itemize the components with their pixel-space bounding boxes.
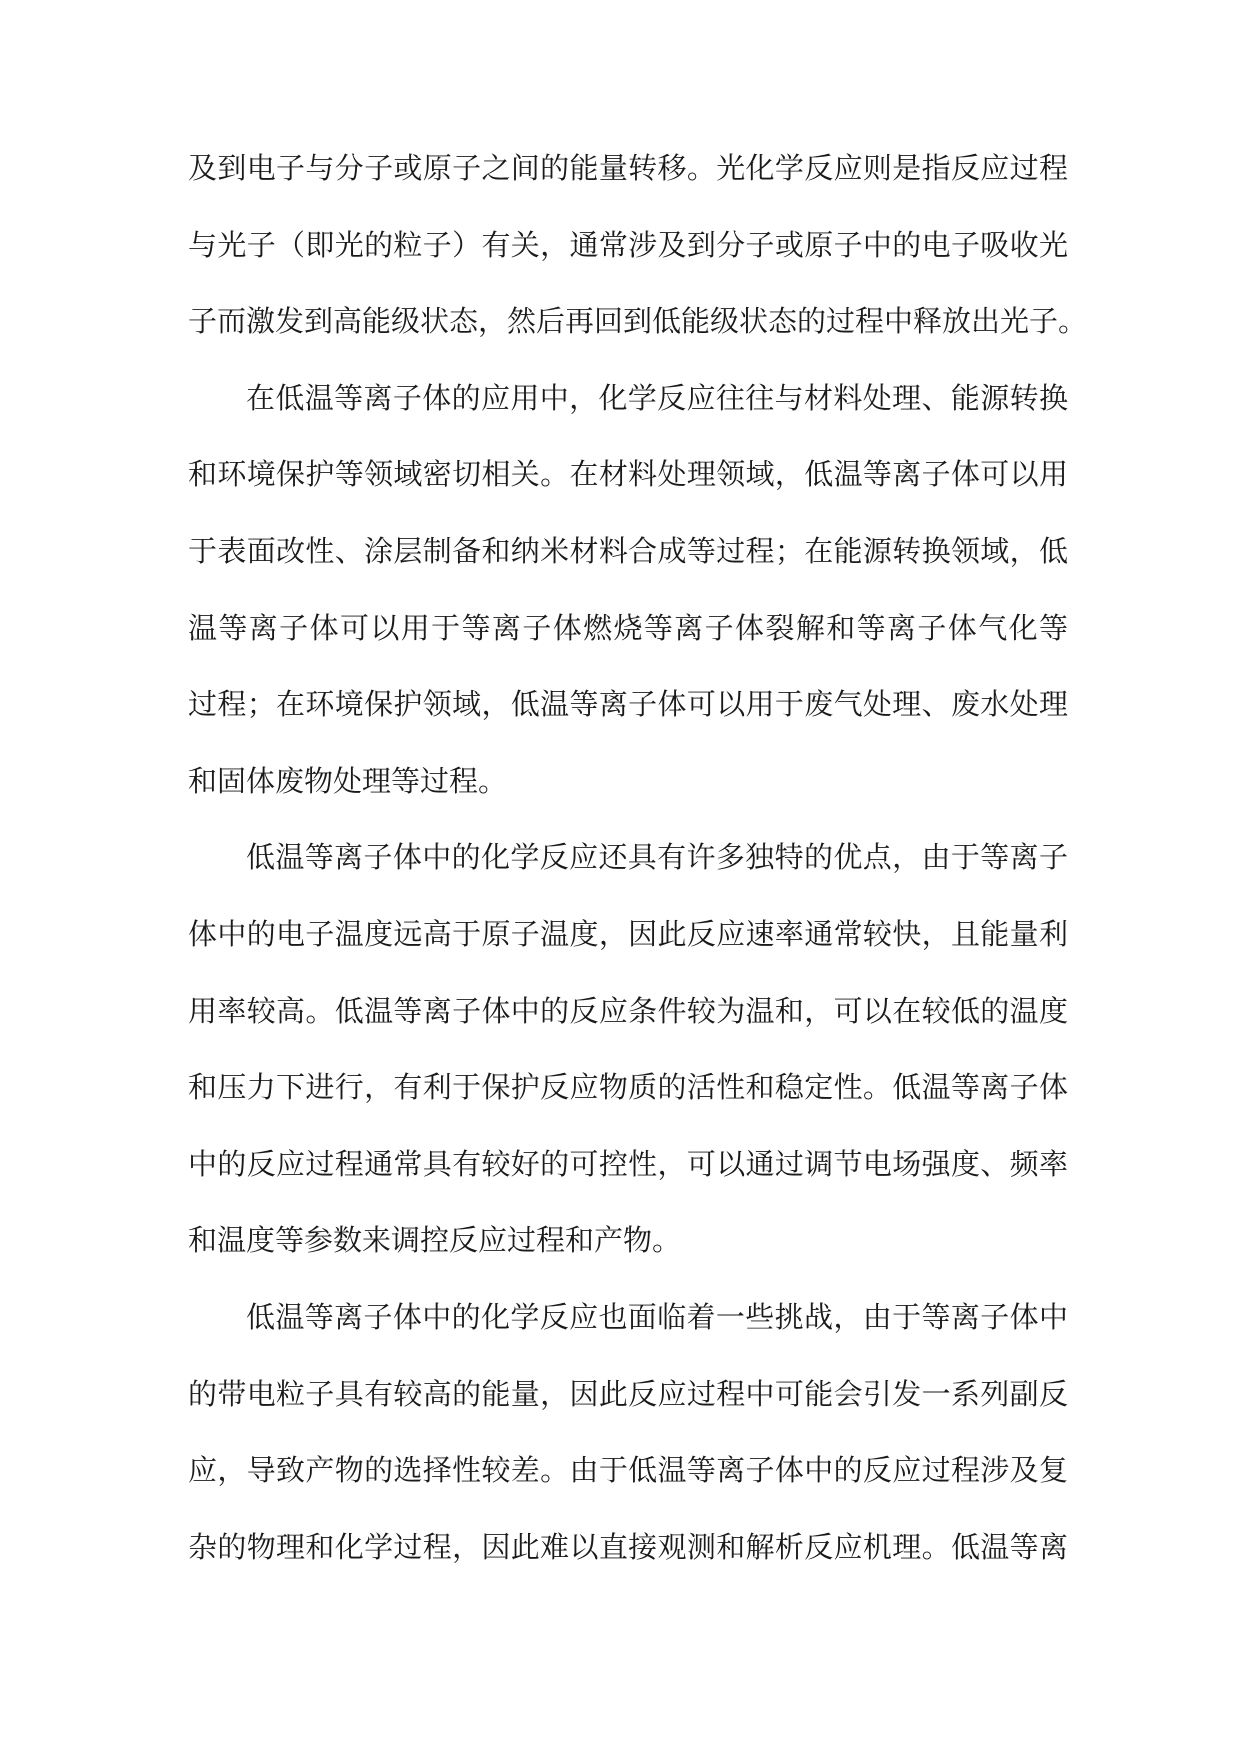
paragraph-first-line: 在低温等离子体的应用中，化学反应往往与材料处理、能源转换 [246,380,1068,415]
text-line: 体中的电子温度远高于原子温度，因此反应速率通常较快，且能量利 [188,916,1068,951]
body-text [188,148,1088,1603]
text-line: 子而激发到高能级状态，然后再回到低能级状态的过程中释放出光子。 [188,304,1088,339]
paragraph-last-line: 和固体废物处理等过程。 [188,763,508,798]
text-line: 及到电子与分子或原子之间的能量转移。光化学反应则是指反应过程 [188,151,1068,185]
text-line: 杂的物理和化学过程，因此难以直接观测和解析反应机理。低温等离 [188,1529,1068,1564]
text-line: 和环境保护等领域密切相关。在材料处理领域，低温等离子体可以用 [188,457,1068,492]
text-line: 于表面改性、涂层制备和纳米材料合成等过程；在能源转换领域，低 [188,533,1068,568]
text-line: 应，导致产物的选择性较差。由于低温等离子体中的反应过程涉及复 [188,1453,1068,1488]
paragraph-last-line: 和温度等参数来调控反应过程和产物。 [188,1223,682,1258]
paragraph-first-line: 低温等离子体中的化学反应也面临着一些挑战，由于等离子体中 [246,1299,1068,1334]
text-line: 的带电粒子具有较高的能量，因此反应过程中可能会引发一系列副反 [188,1376,1068,1411]
paragraph-first-line: 低温等离子体中的化学反应还具有许多独特的优点，由于等离子 [246,840,1068,875]
text-line: 和压力下进行，有利于保护反应物质的活性和稳定性。低温等离子体 [188,1070,1068,1105]
text-line: 用率较高。低温等离子体中的反应条件较为温和，可以在较低的温度 [188,993,1068,1028]
text-line: 温等离子体可以用于等离子体燃烧等离子体裂解和等离子体气化等 [188,610,1068,645]
text-line: 与光子（即光的粒子）有关，通常涉及到分子或原子中的电子吸收光 [188,227,1068,262]
text-line: 中的反应过程通常具有较好的可控性，可以通过调节电场强度、频率 [188,1146,1068,1181]
text-line: 过程；在环境保护领域，低温等离子体可以用于废气处理、废水处理 [188,687,1068,722]
